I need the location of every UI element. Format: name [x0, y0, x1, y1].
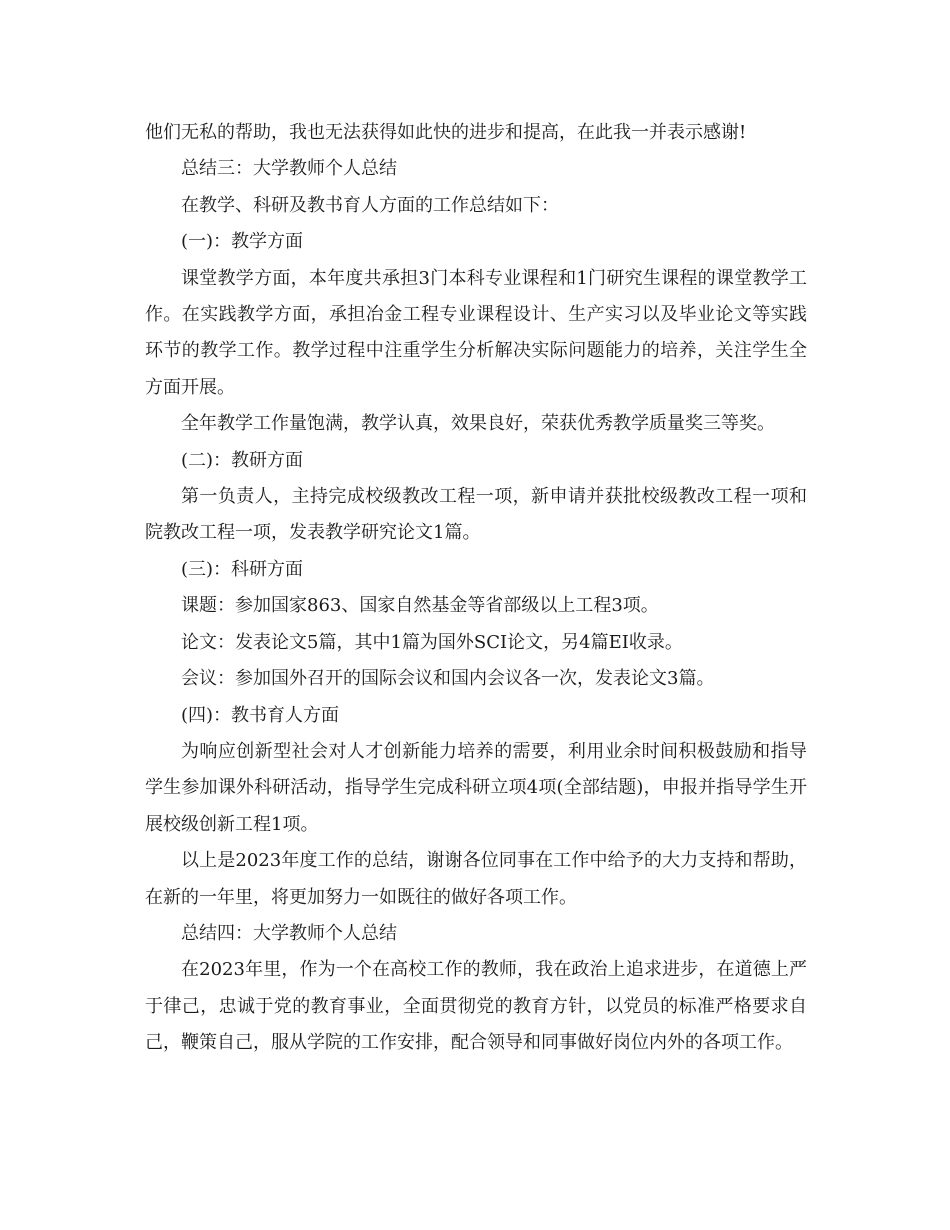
paragraph-continued-thanks: 他们无私的帮助，我也无法获得如此快的进步和提高，在此我一并表示感谢! — [145, 122, 747, 143]
paragraph-conferences: 会议：参加国外召开的国际会议和国内会议各一次，发表论文3篇。 — [181, 668, 715, 690]
subheading-teaching: (一)：教学方面 — [181, 231, 304, 253]
paragraph-projects: 课题：参加国家863、国家自然基金等省部级以上工程3项。 — [181, 595, 659, 617]
paragraph-conclusion: 以上是2023年度工作的总结，谢谢各位同事在工作中给予的大力支持和帮助，在新的一年里，将更加努力一如既往的做好各项工作。 — [145, 850, 807, 908]
paragraph-student-guidance: 为响应创新型社会对人才创新能力培养的需要，利用业余时间积极鼓励和指导学生参加课外科研活动，指导学生完成科研立项4项(全部结题)，申报并指导学生开展校级创新工程1项。 — [145, 740, 807, 835]
paragraph-political-progress: 在2023年里，作为一个在高校工作的教师，我在政治上追求进步，在道德上严于律己，忠诚于党的教育事业，全面贯彻党的教育方针，以党员的标准严格要求自己，鞭策自己，服从学院的工作安排，配合领导和同事做好岗位内外的各项工作。 — [145, 959, 807, 1054]
subheading-education: (四)：教书育人方面 — [181, 704, 340, 726]
subheading-research: (三)：科研方面 — [181, 558, 304, 580]
paragraph-classroom-teaching: 课堂教学方面，本年度共承担3门本科专业课程和1门研究生课程的课堂教学工作。在实践教学方面，承担冶金工程专业课程设计、生产实习以及毕业论文等实践环节的教学工作。教学过程中注重学生分析解决实际问题能力的培养，关注学生全方面开展。 — [145, 267, 807, 398]
paragraph-intro: 在教学、科研及教书育人方面的工作总结如下： — [181, 194, 559, 216]
paragraph-papers: 论文：发表论文5篇，其中1篇为国外SCI论文，另4篇EI收录。 — [181, 631, 683, 653]
document-body — [145, 115, 807, 1062]
subheading-teaching-research: (二)：教研方面 — [181, 449, 304, 471]
heading-summary-four: 总结四：大学教师个人总结 — [181, 922, 397, 944]
paragraph-teaching-reform: 第一负责人，主持完成校级教改工程一项，新申请并获批校级教改工程一项和院教改工程一项，发表教学研究论文1篇。 — [145, 486, 807, 544]
heading-summary-three: 总结三：大学教师个人总结 — [181, 158, 397, 180]
paragraph-teaching-workload: 全年教学工作量饱满，教学认真，效果良好，荣获优秀教学质量奖三等奖。 — [181, 413, 775, 435]
